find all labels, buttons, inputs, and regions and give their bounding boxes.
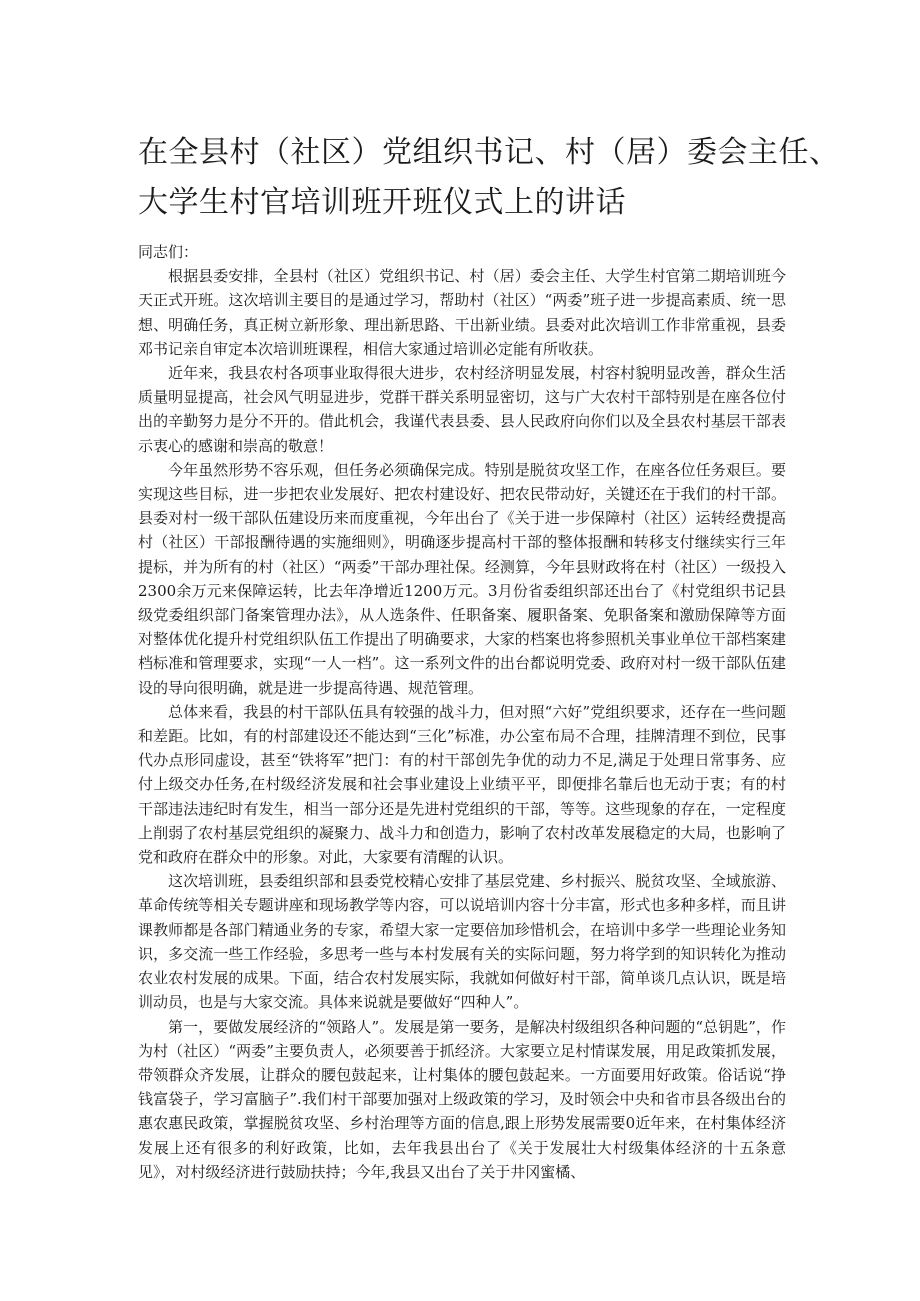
- document-title: [138, 128, 840, 228]
- paragraph-6: 第一，要做发展经济的“领路人”。发展是第一要务，是解决村级组织各种问题的“总钥匙”，作为村（社区）“两委”主要负责人，必须要善于抓经济。大家要立足村情谋发展，用足政策抓发展，带领群众齐发展，让群众的腰包鼓起来，让村集体的腰包鼓起来。一方面要用好政策。俗话说“挣钱富袋子，学习富脑子”.我们村干部要加强对上级政策的学习，及时领会中央和省市县各级出台的惠农惠民政策，掌握脱贫攻坚、乡村治理等方面的信息,跟上形势发展需要0近年来，在村集体经济发展上还有很多的利好政策，比如，去年我县出台了《关于发展壮大村级集体经济的十五条意见》，对村级经济进行鼓励扶持；今年,我县又出台了关于井冈蜜橘、: [138, 1017, 786, 1181]
- title-line-2: 大学生村官培训班开班仪式上的讲话: [138, 185, 626, 220]
- paragraph-4: 总体来看，我县的村干部队伍具有较强的战斗力，但对照“六好”党组织要求，还存在一些问题和差距。比如，有的村部建设还不能达到“三化”标准，办公室布局不合理，挂牌清理不到位，民事代办点形同虚设，甚至“铁将军”把门：有的村干部创先争优的动力不足,满足于处理日常事务、应付上级交办任务,在村级经济发展和社会事业建设上业绩平平，即便排名靠后也无动于衷；有的村干部违法违纪时有发生，相当一部分还是先进村党组织的干部，等等。这些现象的存在，一定程度上削弱了农村基层党组织的凝聚力、战斗力和创造力，影响了农村改革发展稳定的大局，也影响了党和政府在群众中的形象。对此，大家要有清醒的认识。: [138, 702, 786, 867]
- paragraph-1: 根据县委安排，全县村（社区）党组织书记、村（居）委会主任、大学生村官第二期培训班今天正式开班。这次培训主要目的是通过学习，帮助村（社区）“两委”班子进一步提高素质、统一思想、明确任务，真正树立新形象、理出新思路、干出新业绩。县委对此次培训工作非常重视，县委邓书记亲自审定本次培训班课程，相信大家通过培训必定能有所收获。: [138, 267, 786, 358]
- paragraph-5: 这次培训班，县委组织部和县委党校精心安排了基层党建、乡村振兴、脱贫攻坚、全域旅游、革命传统等相关专题讲座和现场教学等内容，可以说培训内容十分丰富，形式也多种多样，而且讲课教师都是各部门精通业务的专家，希望大家一定要倍加珍惜机会，在培训中多学一些理论业务知识，多交流一些工作经验，多思考一些与本村发展有关的实际问题，努力将学到的知识转化为推动农业农村发展的成果。下面，结合农村发展实际，我就如何做好村干部，简单谈几点认识，既是培训动员，也是与大家交流。具体来说就是要做好“四种人”。: [138, 872, 786, 1012]
- title-line-1: 在全县村（社区）党组织书记、村（居）委会主任、: [138, 135, 840, 170]
- paragraph-2: 近年来，我县农村各项事业取得很大进步，农村经济明显发展，村容村貌明显改善，群众生活质量明显提高，社会风气明显进步，党群干群关系明显密切，这与广大农村干部特别是在座各位付出的辛勤努力是分不开的。借此机会，我谨代表县委、县人民政府向你们以及全县农村基层干部表示衷心的感谢和崇高的敬意！: [138, 364, 786, 455]
- document-body: [138, 240, 786, 1184]
- salutation: 同志们：: [138, 243, 199, 261]
- paragraph-3: 今年虽然形势不容乐观，但任务必须确保完成。特别是脱贫攻坚工作，在座各位任务艰巨。要实现这些目标，进一步把农业发展好、把农村建设好、把农民带动好，关键还在于我们的村干部。县委对村一级干部队伍建设历来而度重视，今年出台了《关于进一步保障村（社区）运转经费提高村（社区）干部报酬待遇的实施细则》，明确逐步提高村干部的整体报酬和转移支付继续实行三年提标，并为所有的村（社区）“两委”干部办理社保。经测算，今年县财政将在村（社区）一级投入2300余万元来保障运转，比去年净增近1200万元。3月份省委组织部还出台了《村党组织书记县级党委组织部门备案管理办法》，从人选条件、任职备案、履职备案、免职备案和激励保障等方面对整体优化提升村党组织队伍工作提出了明确要求，大家的档案也将参照机关事业单位干部档案建档标准和管理要求，实现“一人一档”。这一系列文件的出台都说明党委、政府对村一级干部队伍建设的导向很明确，就是进一步提高待遇、规范管理。: [138, 460, 786, 697]
